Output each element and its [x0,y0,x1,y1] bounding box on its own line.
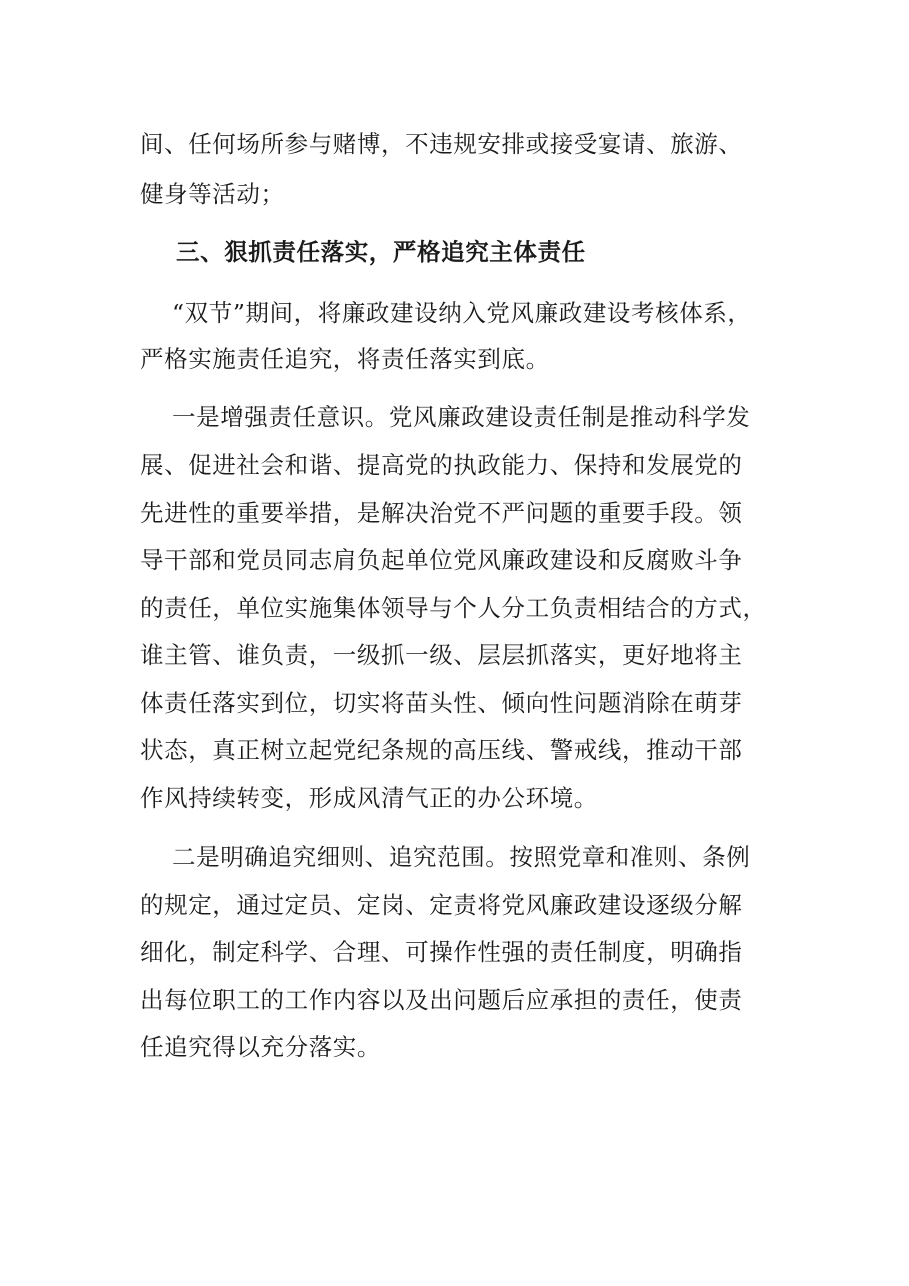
paragraph-line: “双节”期间，将廉政建设纳入党风廉政建设考核体系， [172,299,752,327]
paragraph-line: 先进性的重要举措，是解决治党不严问题的重要手段。领 [140,499,743,527]
paragraph-line: 的规定，通过定员、定岗、定责将党风廉政建设逐级分解 [140,891,743,919]
paragraph-line: 状态，真正树立起党纪条规的高压线、警戒线，推动干部 [140,736,743,764]
paragraph-line: 体责任落实到位，切实将苗头性、倾向性问题消除在萌芽 [140,689,743,717]
paragraph-line: 出每位职工的工作内容以及出问题后应承担的责任，使责 [140,986,743,1014]
section-heading: 三、狠抓责任落实，严格追究主体责任 [176,238,586,266]
paragraph-line: 二是明确追究细则、追究范围。按照党章和准则、条例 [172,843,751,871]
paragraph-line: 谁主管、谁负责，一级抓一级、层层抓落实，更好地将主 [140,641,743,669]
paragraph-line: 细化，制定科学、合理、可操作性强的责任制度，明确指 [140,938,743,966]
paragraph-line: 导干部和党员同志肩负起单位党风廉政建设和反腐败斗争 [140,546,743,574]
paragraph-line: 任追究得以充分落实。 [140,1033,381,1061]
paragraph-line: 健身等活动； [140,180,285,208]
paragraph-line: 展、促进社会和谐、提高党的执政能力、保持和发展党的 [140,451,743,479]
paragraph-line: 的责任，单位实施集体领导与个人分工负责相结合的方式， [140,594,767,622]
paragraph-line: 严格实施责任追究，将责任落实到底。 [140,345,550,373]
paragraph-line: 作风持续转变，形成风清气正的办公环境。 [140,784,598,812]
paragraph-line: 间、任何场所参与赌博，不违规安排或接受宴请、旅游、 [140,130,743,158]
paragraph-line: 一是增强责任意识。党风廉政建设责任制是推动科学发 [172,403,751,431]
